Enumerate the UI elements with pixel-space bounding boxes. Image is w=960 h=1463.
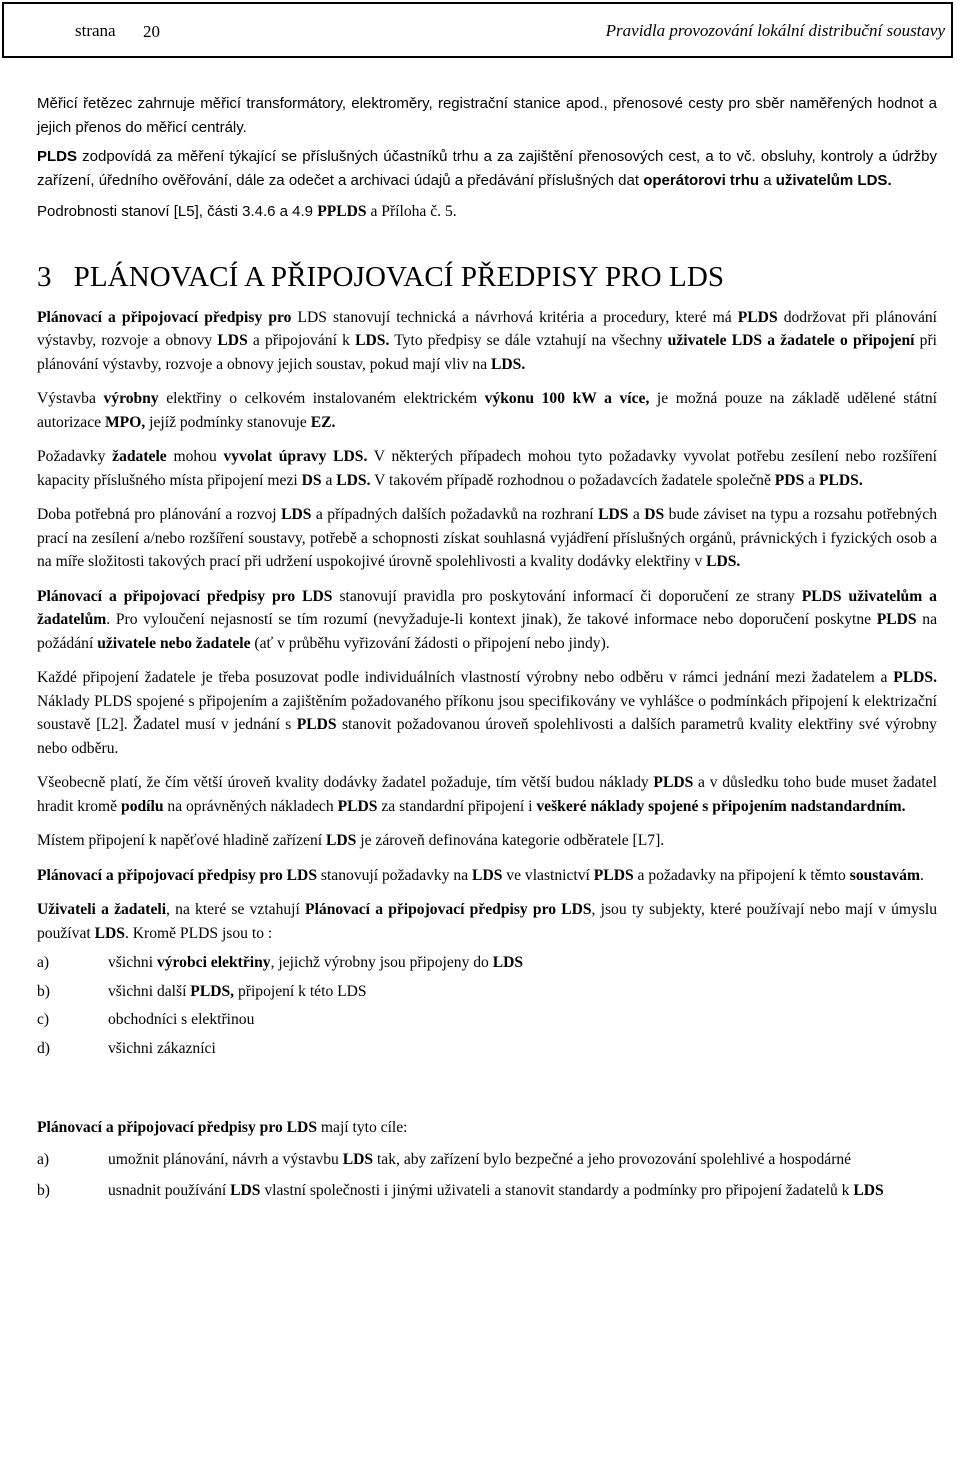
paragraph-planning-time: Doba potřebná pro plánování a rozvoj LDS a případných dalších požadavků na rozhraní LDS a DS bude záviset na typu a rozsahu potřebných prací na zesílení a/nebo rozšíření soustavy, potřebě a schopnosti získat souhlasná vyjádření příslušných orgánů, právnických i fyzických osob a na míře složitosti takových prací při udržení uspokojivé úrovně spolehlivosti a kvality dodávky elektřiny v LDS.	[37, 506, 938, 570]
section-heading: 3 PLÁNOVACÍ A PŘIPOJOVACÍ PŘEDPISY PRO LDS	[37, 260, 725, 293]
subjects-list	[37, 951, 937, 1060]
paragraph-users-applicants: Uživateli a žadateli, na které se vztahují Plánovací a připojovací předpisy pro LDS, jsou ty subjekty, které používají nebo mají v úmyslu používat LDS. Kromě PLDS jsou to :	[37, 901, 938, 942]
paragraph-connection-point: Místem připojení k napěťové hladině zařízení LDS je zároveň definována kategorie odběratele [L7].	[37, 832, 665, 849]
paragraph-quality-costs: Všeobecně platí, že čím větší úroveň kvality dodávky žadatel požaduje, tím větší budou náklady PLDS a v důsledku toho bude muset žadatel hradit kromě podílu na oprávněných nákladech PLDS za standardní připojení i veškeré náklady spojené s připojením nadstandardním.	[37, 774, 937, 815]
page-header	[2, 2, 953, 58]
page-label: strana	[75, 21, 116, 40]
list-item: b) usnadnit používání LDS vlastní společnosti i jinými uživateli a stanovit standardy a podmínky pro připojení žadatelů k LDS	[37, 1182, 884, 1199]
intro-paragraph-1: Měřicí řetězec zahrnuje měřicí transformátory, elektroměry, registrační stanice apod., přenosové cesty pro sběr naměřených hodnot a jejich přenos do měřicí centrály.	[37, 95, 937, 136]
intro-paragraph-3: Podrobnosti stanoví [L5], části 3.4.6 a 4.9 PPLDS a Příloha č. 5.	[37, 203, 457, 220]
goals-list	[37, 1148, 937, 1203]
paragraph-connection-assessment: Každé připojení žadatele je třeba posuzovat podle individuálních vlastností výrobny nebo odběru v rámci jednání mezi žadatelem a PLDS. Náklady PLDS spojené s připojením a zajištěním požadovaného příkonu jsou specifikovány ve vyhlášce o podmínkách připojení k elektrizační soustavě [L2]. Žadatel musí v jednání s PLDS stanovit požadovanou úroveň spolehlivosti a dalších parametrů kvality elektřiny své výrobny nebo odběru.	[37, 669, 937, 757]
paragraph-applicant-requests: Požadavky žadatele mohou vyvolat úpravy LDS. V některých případech mohou tyto požadavky vyvolat potřebu zesílení nebo rozšíření kapacity příslušného místa připojení mezi DS a LDS. V takovém případě rozhodnou o požadavcích žadatele společně PDS a PLDS.	[37, 448, 938, 489]
intro-paragraph-2: PLDS zodpovídá za měření týkající se příslušných účastníků trhu a za zajištění přenosových cest, a to vč. obsluhy, kontroly a údržby zařízení, úředního ověřování, dále za odečet a archivaci údajů a předávání příslušných dat operátorovi trhu a uživatelům LDS.	[37, 148, 937, 189]
page-content	[37, 92, 937, 1211]
list-item: d) všichni zákazníci	[37, 1039, 216, 1057]
list-item: b) všichni další PLDS, připojení k této LDS	[37, 982, 367, 1000]
list-item: a) umožnit plánování, návrh a výstavbu LDS tak, aby zařízení bylo bezpečné a jeho provozování spolehlivé a hospodárné	[37, 1150, 852, 1168]
paragraph-generation-plant: Výstavba výrobny elektřiny o celkovém instalovaném elektrickém výkonu 100 kW a více, je možná pouze na základě udělené státní autorizace MPO, jejíž podmínky stanovuje EZ.	[37, 390, 937, 431]
paragraph-requirements: Plánovací a připojovací předpisy pro LDS stanovují požadavky na LDS ve vlastnictví PLDS a požadavky na připojení k těmto soustavám.	[37, 866, 924, 884]
paragraph-information-rules: Plánovací a připojovací předpisy pro LDS stanovují pravidla pro poskytování informací či doporučení ze strany PLDS uživatelům a žadatelům. Pro vyloučení nejasností se tím rozumí (nevyžaduje-li kontext jinak), že takové informace nebo doporučení poskytne PLDS na požádání uživatele nebo žadatele (ať v průběhu vyřizování žádosti o připojení nebo jindy).	[37, 587, 937, 652]
paragraph-goals: Plánovací a připojovací předpisy pro LDS mají tyto cíle:	[37, 1119, 408, 1136]
list-item: c) obchodníci s elektřinou	[37, 1011, 255, 1028]
list-item: a) všichni výrobci elektřiny, jejichž výrobny jsou připojeny do LDS	[37, 954, 524, 971]
paragraph-planning-rules: Plánovací a připojovací předpisy pro LDS stanovují technická a návrhová kritéria a procedury, které má PLDS dodržovat při plánování výstavby, rozvoje a obnovy LDS a připojování k LDS. Tyto předpisy se dále vztahují na všechny uživatele LDS a žadatele o připojení při plánování výstavby, rozvoje a obnovy jejich soustav, pokud mají vliv na LDS.	[37, 308, 937, 373]
document-title: Pravidla provozování lokální distribuční soustavy	[605, 21, 945, 40]
page-number: 20	[143, 22, 160, 41]
